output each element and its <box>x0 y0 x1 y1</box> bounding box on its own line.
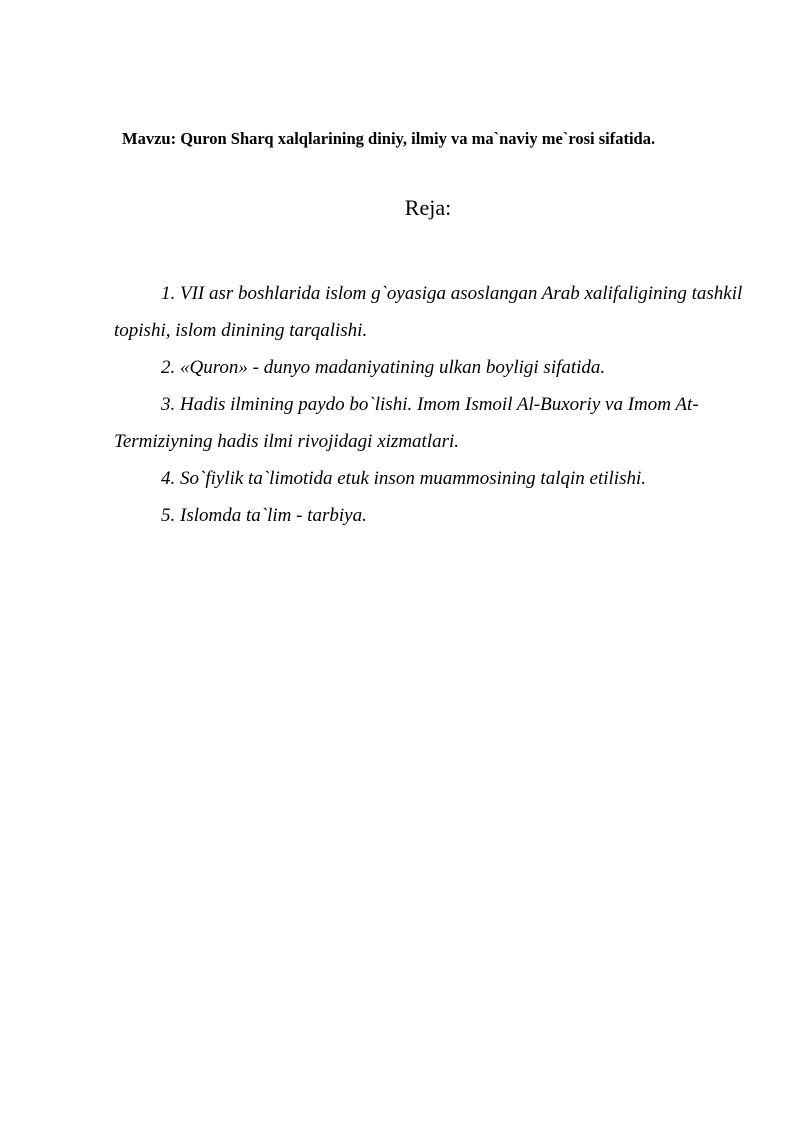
plan-item-1: 1. VII asr boshlarida islom g`oyasiga asoslangan Arab xalifaligining tashkil topishi, islom dinining tarqalishi. <box>114 283 743 341</box>
document-topic: Mavzu: Quron Sharq xalqlarining diniy, ilmiy va ma`naviy me`rosi sifatida. <box>122 129 656 148</box>
plan-list <box>114 275 754 534</box>
plan-item-4: 4. So`fiylik ta`limotida etuk inson muammosining talqin etilishi. <box>161 468 646 489</box>
plan-item-2: 2. «Quron» - dunyo madaniyatining ulkan boyligi sifatida. <box>161 357 606 378</box>
plan-heading: Reja: <box>404 195 452 220</box>
plan-item-5: 5. Islomda ta`lim - tarbiya. <box>161 505 367 526</box>
plan-item-3: 3. Hadis ilmining paydo bo`lishi. Imom Ismoil Al-Buxoriy va Imom At-Termiziyning hadis ilmi rivojidagi xizmatlari. <box>114 394 699 452</box>
